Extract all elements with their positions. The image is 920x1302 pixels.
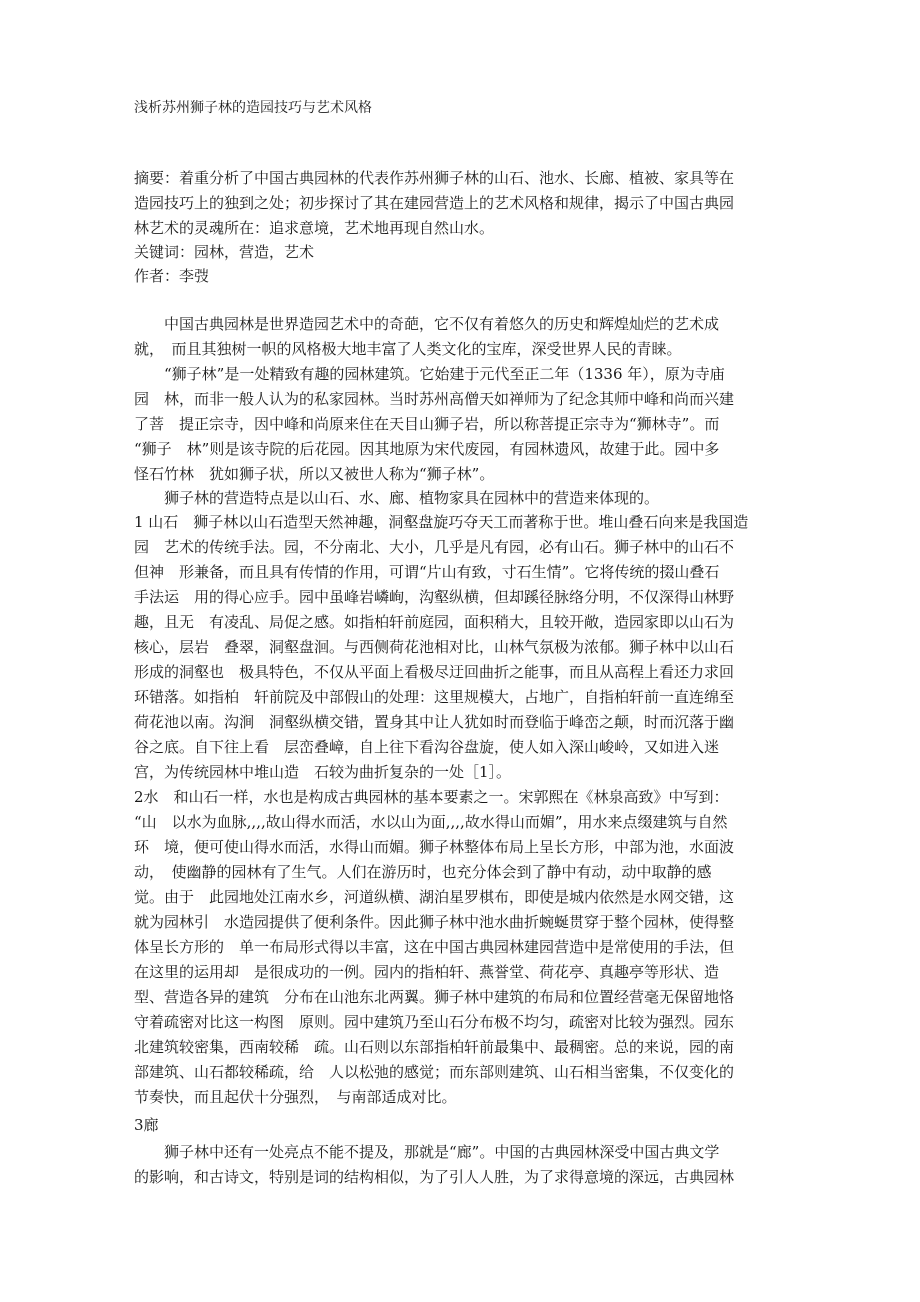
body-line: 核心，层岩 叠翠，洞壑盘洄。与西侧荷花池相对比，山林气氛极为浓郁。狮子林中以山石 [134, 638, 735, 656]
body-line: 节奏快，而且起伏十分强烈， 与南部适成对比。 [134, 1088, 457, 1106]
body-line: 形成的洞壑也 极具特色，不仅从平面上看极尽迂回曲折之能事，而且从高程上看还力求回 [134, 663, 735, 681]
body-line: 就为园林引 水造园提供了便利条件。因此狮子林中池水曲折蜿蜒贯穿于整个园林，使得整 [134, 913, 735, 931]
body-line: 手法运 用的得心应手。园中虽峰岩嶙峋，沟壑纵横，但却蹊径脉络分明，不仅深得山林野 [134, 588, 735, 606]
body-line: 觉。由于 此园地处江南水乡，河道纵横、湖泊星罗棋布，即使是城内依然是水网交错，这 [134, 888, 735, 906]
body-line: 环 境，便可使山得水而活，水得山而媚。狮子林整体布局上呈长方形，中部为池，水面波 [134, 838, 735, 856]
author-line: 作者：李弢 [134, 267, 210, 285]
body-line: 趣，且无 有凌乱、局促之感。如指柏轩前庭园，面积稍大，且较开敞，造园家即以山石为 [134, 613, 735, 631]
body-line: “山 以水为血脉,,,,故山得水而活，水以山为面,,,,故水得山而媚”，用水来点缀建筑与自然 [134, 813, 728, 831]
body-line: 2水 和山石一样，水也是构成古典园林的基本要素之一。宋郭熙在《林泉高致》中写到： [134, 788, 729, 806]
body-line: 的影响，和古诗文，特别是词的结构相似，为了引人人胜，为了求得意境的深远，古典园林 [134, 1168, 735, 1186]
body-line: 狮子林中还有一处亮点不能不提及，那就是“廊”。中国的古典园林深受中国古典文学 [134, 1143, 720, 1161]
body-line: 守着疏密对比这一构图 原则。园中建筑乃至山石分布极不均匀，疏密对比较为强烈。园东 [134, 1013, 735, 1031]
section-heading: 3廊 [134, 1116, 159, 1134]
body-line: 北建筑较密集，西南较稀 疏。山石则以东部指柏轩前最集中、最稠密。总的来说，园的南 [134, 1038, 735, 1056]
body-line: 中国古典园林是世界造园艺术中的奇葩，它不仅有着悠久的历史和辉煌灿烂的艺术成 [134, 315, 720, 333]
abstract-line: 摘要：着重分析了中国古典园林的代表作苏州狮子林的山石、池水、长廊、植被、家具等在 [134, 169, 735, 187]
body-line: 荷花池以南。沟涧 洞壑纵横交错，置身其中让人犹如时而登临于峰峦之颠，时而沉落于幽 [134, 713, 735, 731]
abstract-line: 林艺术的灵魂所在：追求意境，艺术地再现自然山水。 [134, 219, 495, 237]
keywords-line: 关键词：园林，营造，艺术 [134, 243, 315, 261]
body-line: “狮子 林”则是该寺院的后花园。因其地原为宋代废园，有园林遗风，故建于此。园中多 [134, 440, 720, 458]
body-line: 部建筑、山石都较稀疏，给 人以松弛的感觉；而东部则建筑、山石相当密集，不仅变化的 [134, 1063, 735, 1081]
body-line: 但神 形兼备，而且具有传情的作用，可谓“片山有致，寸石生情”。它将传统的掇山叠石 [134, 563, 720, 581]
body-line: 园 艺术的传统手法。园，不分南北、大小，几乎是凡有园，必有山石。狮子林中的山石不 [134, 538, 735, 556]
body-line: 园 林，而非一般人认为的私家园林。当时苏州高僧天如禅师为了纪念其师中峰和尚而兴建 [134, 390, 735, 408]
body-line: 动， 使幽静的园林有了生气。人们在游历时，也充分体会到了静中有动，动中取静的感 [134, 863, 712, 881]
body-line: 体呈长方形的 单一布局形式得以丰富，这在中国古典园林建园营造中是常使用的手法，但 [134, 938, 735, 956]
document-title: 浅析苏州狮子林的造园技巧与艺术风格 [134, 100, 372, 116]
body-line: 狮子林的营造特点是以山石、水、廊、植物家具在园林中的营造来体现的。 [134, 489, 660, 507]
body-line: 1 山石 狮子林以山石造型天然神趣，洞壑盘旋巧夺天工而著称于世。堆山叠石向来是我国造 [134, 513, 749, 531]
body-line: 宫，为传统园林中堆山造 石较为曲折复杂的一处［1］。 [134, 763, 512, 781]
body-line: 了菩 提正宗寺，因中峰和尚原来住在天目山狮子岩，所以称菩提正宗寺为“狮林寺”。而 [134, 415, 720, 433]
abstract-line: 造园技巧上的独到之处；初步探讨了其在建园营造上的艺术风格和规律，揭示了中国古典园 [134, 194, 735, 212]
body-line: 在这里的运用却 是很成功的一例。园内的指柏轩、燕誉堂、荷花亭、真趣亭等形状、造 [134, 963, 720, 981]
body-line: 就， 而且其独树一帜的风格极大地丰富了人类文化的宝库，深受世界人民的青睐。 [134, 340, 682, 358]
body-line: 怪石竹林 犹如狮子状，所以又被世人称为“狮子林”。 [134, 465, 495, 483]
body-line: 谷之底。自下往上看 层峦叠嶂，自上往下看沟谷盘旋，使人如入深山峻岭，又如进入迷 [134, 738, 720, 756]
body-line: “狮子林”是一处精致有趣的园林建筑。它始建于元代至正二年（1336 年），原为寺庙 [134, 365, 725, 383]
body-line: 型、营造各异的建筑 分布在山池东北两翼。狮子林中建筑的布局和位置经营毫无保留地恪 [134, 988, 735, 1006]
body-line: 环错落。如指柏 轩前院及中部假山的处理：这里规模大，占地广，自指柏轩前一直连绵至 [134, 688, 735, 706]
